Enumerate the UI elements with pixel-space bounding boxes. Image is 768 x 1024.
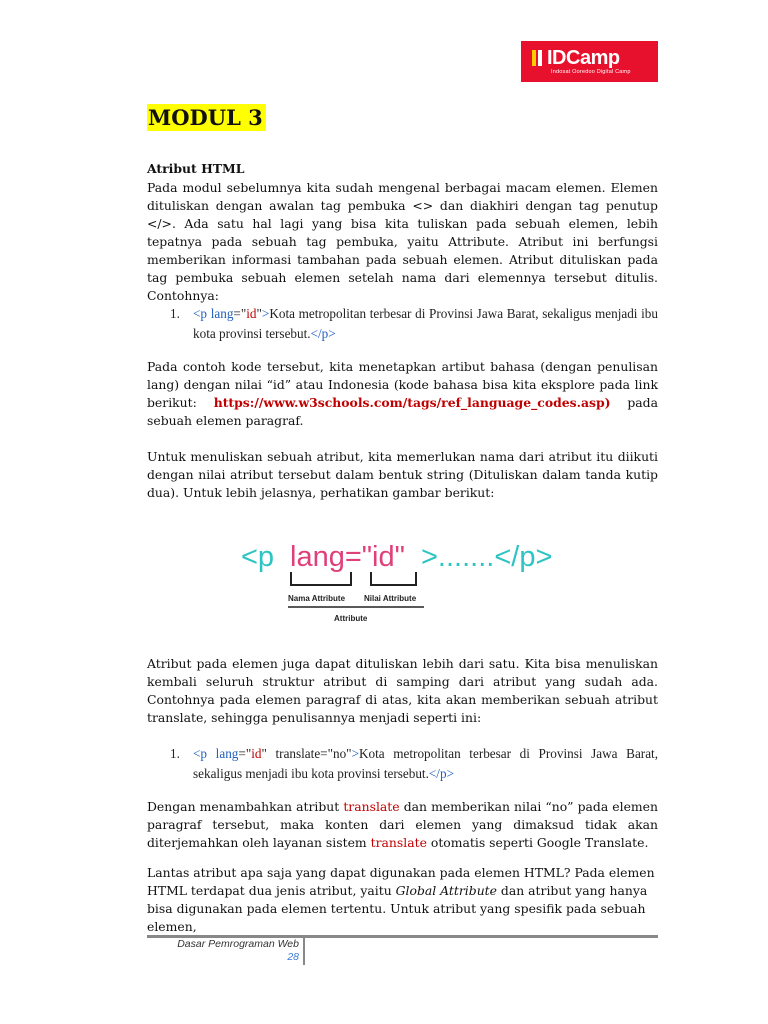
name-bracket bbox=[291, 572, 351, 585]
list-number: 1. bbox=[170, 306, 180, 321]
module-title: MODUL 3 bbox=[147, 104, 266, 131]
logo-tagline: Indosat Ooredoo Digital Camp bbox=[551, 69, 631, 75]
label-attribute: Attribute bbox=[334, 614, 368, 623]
code-line: <p lang="id" translate="no">Kota metropolitan terbesar di Provinsi Jawa Barat, sekaligus menjadi ibu kota provinsi tersebut.</p> bbox=[193, 746, 659, 781]
idcamp-mark-icon bbox=[532, 50, 546, 66]
logo-brand: IDCamp bbox=[547, 47, 620, 70]
attribute-types-paragraph: Lantas atribut apa saja yang dapat digunakan pada elemen HTML? Pada elemen HTML terdapat dua jenis atribut, yaitu Global Attribute dan atribut yang hanya bisa digunakan pada elemen tertentu. Untuk atribut yang spesifik pada sebuah elemen, bbox=[147, 865, 655, 934]
attribute-diagram bbox=[238, 528, 568, 628]
value-bracket bbox=[371, 572, 416, 585]
footer bbox=[161, 938, 299, 964]
attribute-syntax-paragraph: Untuk menuliskan sebuah atribut, kita memerlukan nama dari atribut itu diikuti dengan nilai atribut tersebut dalam bentuk string (Dituliskan dalam tanda kutip dua). Untuk lebih jelasnya, perhatikan gambar berikut: bbox=[147, 449, 658, 500]
footer-title: Dasar Pemrograman Web bbox=[177, 938, 299, 950]
code-line: <p lang="id">Kota metropolitan terbesar di Provinsi Jawa Barat, sekaligus menjadi ibu kota provinsi tersebut.</p> bbox=[193, 306, 658, 341]
figure-attr: lang="id" bbox=[290, 541, 405, 573]
label-nama-attribute: Nama Attribute bbox=[288, 594, 346, 603]
w3schools-link[interactable]: https://www.w3schools.com/tags/ref_language_codes.asp) bbox=[213, 395, 611, 410]
multiple-attributes-paragraph: Atribut pada elemen juga dapat dituliskan lebih dari satu. Kita bisa menuliskan kembali seluruh struktur atribut di samping dari atribut yang sudah ada. Contohnya pada elemen paragraf di atas, kita akan memberikan sebuah atribut translate, sehingga penulisannya menjadi seperti ini: bbox=[147, 656, 658, 725]
language-explanation-paragraph: Pada contoh kode tersebut, kita menetapkan artibut bahasa (dengan penulisan lang) dengan nilai “id” atau Indonesia (kode bahasa bisa kita eksplore pada link berikut: https://www.w3schools.com/tags/ref_language_codes.asp) pada sebuah elemen paragraf. bbox=[147, 359, 659, 428]
section-heading: Atribut HTML bbox=[147, 161, 245, 176]
intro-paragraph: Pada modul sebelumnya kita sudah mengenal berbagai macam elemen. Elemen dituliskan dengan awalan tag pembuka <> dan diakhiri dengan tag penutup </>. Ada satu hal lagi yang bisa kita tuliskan pada sebuah elemen, lebih tepatnya pada sebuah tag pembuka, yaitu Attribute. Atribut ini berfungsi memberikan informasi tambahan pada sebuah elemen. Atribut dituliskan pada tag pembuka sebuah elemen setelah nama dari elemennya tersebut ditulis. Contohnya: bbox=[147, 180, 658, 303]
figure-tag-rest: >.......</p> bbox=[421, 541, 553, 573]
footer-vertical-divider bbox=[303, 935, 305, 965]
figure-tag-open: <p bbox=[241, 541, 275, 573]
list-number: 1. bbox=[170, 746, 180, 761]
label-nilai-attribute: Nilai Attribute bbox=[364, 594, 417, 603]
page-number: 28 bbox=[287, 951, 299, 963]
idcamp-logo bbox=[521, 41, 658, 82]
translate-paragraph: Dengan menambahkan atribut translate dan memberikan nilai “no” pada elemen paragraf tersebut, maka konten dari elemen yang dimaksud tidak akan diterjemahkan oleh layanan sistem translate otomatis seperti Google Translate. bbox=[147, 799, 658, 850]
